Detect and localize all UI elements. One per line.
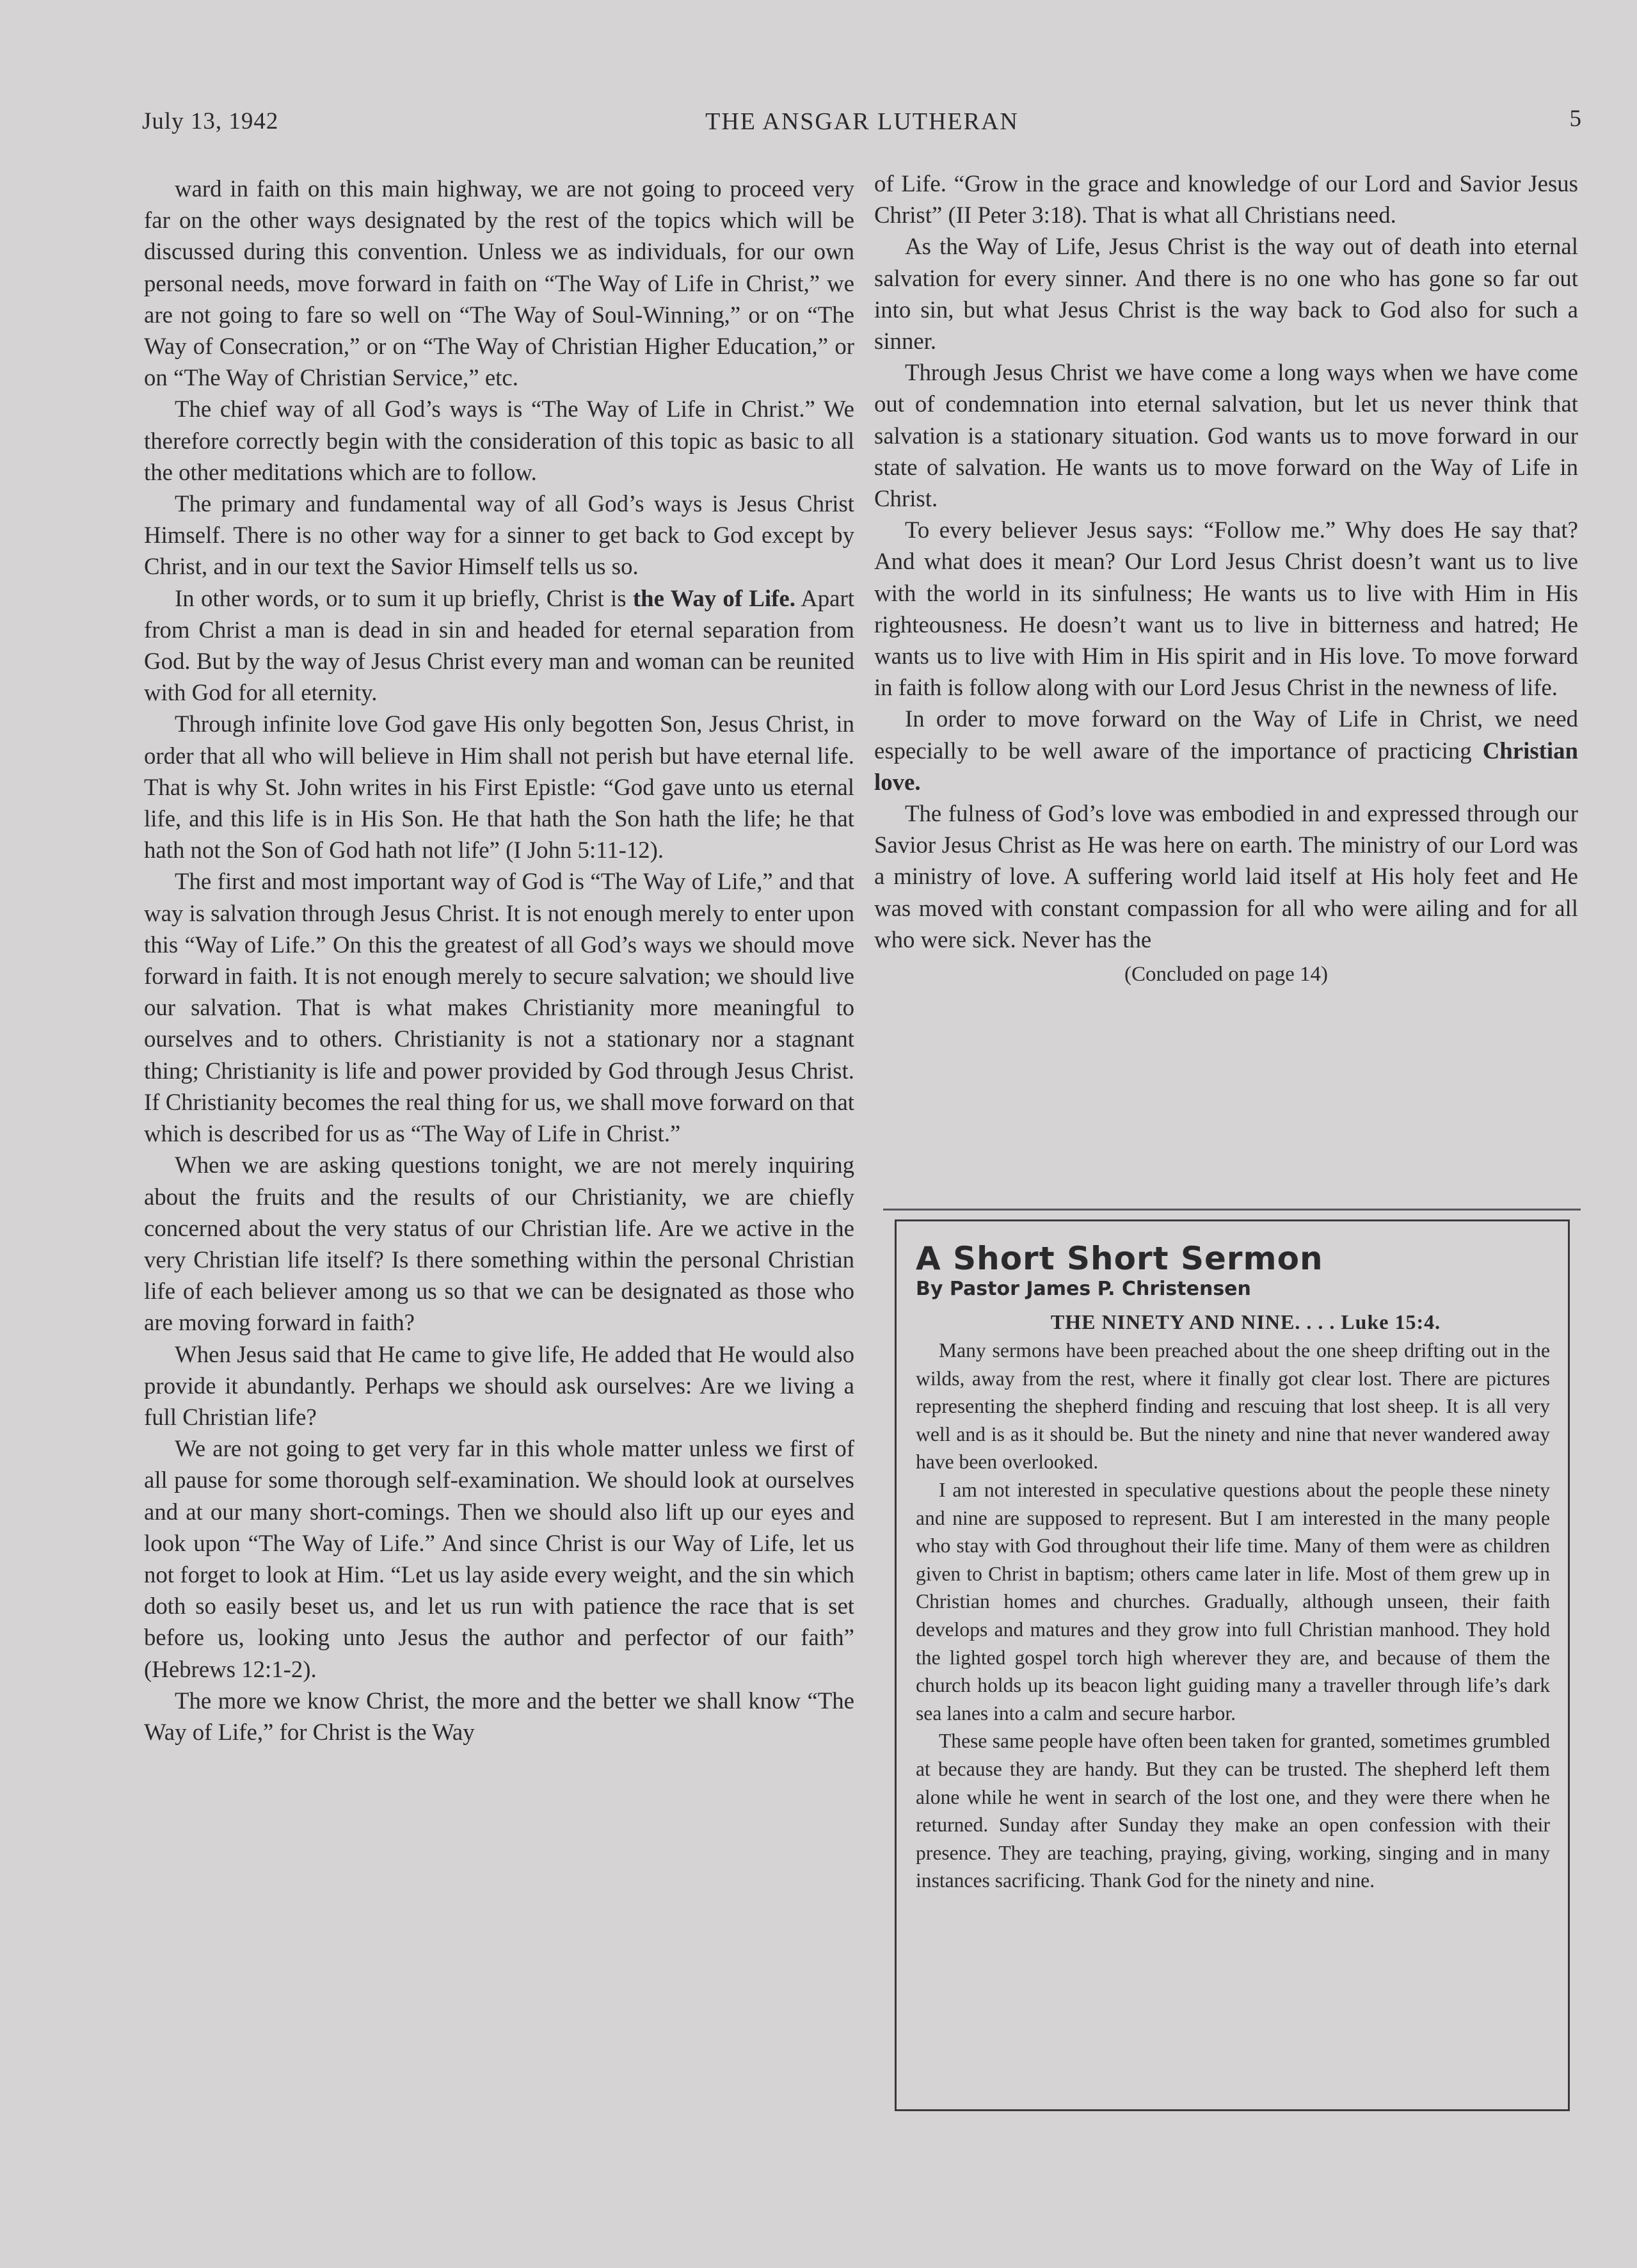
sermon-body: [916, 1337, 1550, 1895]
sermon-byline: By Pastor James P. Christensen: [916, 1278, 1251, 1300]
article-paragraph: [144, 583, 854, 709]
page-number: 5: [1569, 106, 1582, 132]
article-paragraph: The chief way of all God’s ways is “The Way of Life in Christ.” We therefore correctly begin with the consideration of this topic as basic to all the other meditations which are to follow.: [144, 396, 854, 485]
article-paragraph: When we are asking questions tonight, we are not merely inquiring about the fruits and the results of our Christianity, we are chiefly concerned about the very status of our Christian life. Are we active in the very Christian life itself? Is there something within the personal Christian life of each believer among us so that we can be designated as those who are moving forward in faith?: [144, 1152, 854, 1336]
article-paragraph: Through Jesus Christ we have come a long ways when we have come out of condemnation into eternal salvation, but let us never think that salvation is a stationary situation. God wants us to move forward in our state of salvation. He wants us to move forward on the Way of Life in Christ.: [874, 359, 1578, 512]
article-paragraph: Through infinite love God gave His only begotten Son, Jesus Christ, in order that all who will believe in Him shall not perish but have eternal life. That is why St. John writes in his First Epistle: “God gave unto us eternal life, and this life is in His Son. He that hath the Son hath the life; he that hath not the Son of God hath not life” (I John 5:11-12).: [144, 711, 854, 864]
paragraph-text: In other words, or to sum it up briefly, Christ is: [175, 584, 633, 611]
sermon-box: [895, 1219, 1570, 2111]
page-header: [142, 108, 1582, 146]
continuation-note: (Concluded on page 14): [1124, 963, 1328, 986]
sermon-paragraph: I am not interested in speculative questions about the people these ninety and nine are supposed to represent. But I am interested in the many people who stay with God throughout their life time. Many of them were as children given to Christ in baptism; others came later in life. Most of them grew up in Christian homes and churches. Gradually, although unseen, their faith develops and matures and they grow into full Christian manhood. They hold the lighted gospel torch high wherever they are, and because of them the church holds up its beacon light guiding many a traveller through life’s dark sea lanes into a calm and secure harbor.: [916, 1478, 1550, 1725]
sermon-box-top-rule: [883, 1209, 1581, 1210]
article-paragraph: We are not going to get very far in this whole matter unless we first of all pause for some thorough self-examination. We should look at ourselves and at our many short-comings. Then we should also lift up our eyes and look upon “The Way of Life.” And since Christ is our Way of Life, let us not forget to look at Him. “Let us lay aside every weight, and the sin which doth so easily beset us, and let us run with patience the race that is set before us, looking unto Jesus the author and perfector of our faith” (Hebrews 12:1-2).: [144, 1435, 854, 1682]
article-paragraph: When Jesus said that He came to give life, He added that He would also provide it abundantly. Perhaps we should ask ourselves: Are we living a full Christian life?: [144, 1340, 854, 1430]
article-paragraph: The fulness of God’s love was embodied in and expressed through our Savior Jesus Christ as He was here on earth. The ministry of our Lord was a ministry of love. A suffering world laid itself at His holy feet and He was moved with constant compassion for all who were ailing and for all who were sick. Never has the: [874, 800, 1578, 953]
paragraph-text: In order to move forward on the Way of Life in Christ, we need especially to be well aware of the importance of practicing: [874, 705, 1578, 764]
sermon-heading: THE NINETY AND NINE. . . . Luke 15:4.: [1050, 1310, 1441, 1333]
issue-date: July 13, 1942: [142, 108, 279, 134]
right-column: [874, 168, 1578, 990]
paragraph-text: Apart from Christ a man is dead in sin and headed for eternal separation from God. But by the way of Jesus Christ every man and woman can be reunited with God for all eternity.: [144, 584, 854, 706]
emphasis-text: Christian love.: [874, 737, 1578, 795]
article-paragraph: ward in faith on this main highway, we are not going to proceed very far on the other ways designated by the rest of the topics which will be discussed during this convention. Unless we as individuals, for our own personal needs, move forward in faith on “The Way of Life in Christ,” we are not going to fare so well on “The Way of Soul-Winning,” or on “The Way of Consecration,” or on “The Way of Christian Higher Education,” or on “The Way of Christian Service,” etc.: [144, 175, 854, 391]
article-paragraph: To every believer Jesus says: “Follow me.” Why does He say that? And what does it mean? Our Lord Jesus Christ doesn’t want us to live with the world in its sinfulness; He wants us to live with Him in His righteousness. He doesn’t want us to live in bitterness and hatred; He wants us to live with Him in His spirit and in His love. To move forward in faith is follow along with our Lord Jesus Christ in the newness of life.: [874, 517, 1578, 701]
article-paragraph: The more we know Christ, the more and the better we shall know “The Way of Life,” for Christ is the Way: [144, 1687, 854, 1745]
article-paragraph: The first and most important way of God is “The Way of Life,” and that way is salvation through Jesus Christ. It is not enough merely to enter upon this “Way of Life.” On this the greatest of all God’s ways we should move forward in faith. It is not enough merely to secure salvation; we should live our salvation. That is what makes Christianity more meaningful to ourselves and to others. Christianity is not a stationary nor a stagnant thing; Christianity is life and power provided by God through Jesus Christ. If Christianity becomes the real thing for us, we shall move forward on that which is described for us as “The Way of Life in Christ.”: [144, 868, 854, 1147]
sermon-paragraph: Many sermons have been preached about the one sheep drifting out in the wilds, away from the rest, where it finally got clear lost. There are pictures representing the shepherd finding and rescuing that lost sheep. It is all very well and is as it should be. But the ninety and nine that never wandered away have been overlooked.: [916, 1339, 1550, 1474]
sermon-title: A Short Short Sermon: [916, 1240, 1323, 1277]
article-paragraph: As the Way of Life, Jesus Christ is the way out of death into eternal salvation for every sinner. And there is no one who has gone so far out into sin, but what Jesus Christ is the way back to God also for such a sinner.: [874, 233, 1578, 355]
emphasis-text: the Way of Life.: [632, 584, 795, 611]
article-paragraph: of Life. “Grow in the grace and knowledge of our Lord and Savior Jesus Christ” (II Peter 3:18). That is what all Christians need.: [874, 170, 1578, 229]
article-paragraph: The primary and fundamental way of all God’s ways is Jesus Christ Himself. There is no other way for a sinner to get back to God except by Christ, and in our text the Savior Himself tells us so.: [144, 490, 854, 580]
article-paragraph: [874, 703, 1578, 798]
left-column: [144, 173, 854, 1748]
publication-title: THE ANSGAR LUTHERAN: [705, 108, 1019, 135]
sermon-paragraph: These same people have often been taken for granted, sometimes grumbled at because they are handy. But they can be trusted. The shepherd left them alone while he went in search of the lost one, and they were there when he returned. Sunday after Sunday they make an open confession with their presence. They are teaching, praying, giving, working, singing and in many instances sacrificing. Thank God for the ninety and nine.: [916, 1730, 1550, 1892]
